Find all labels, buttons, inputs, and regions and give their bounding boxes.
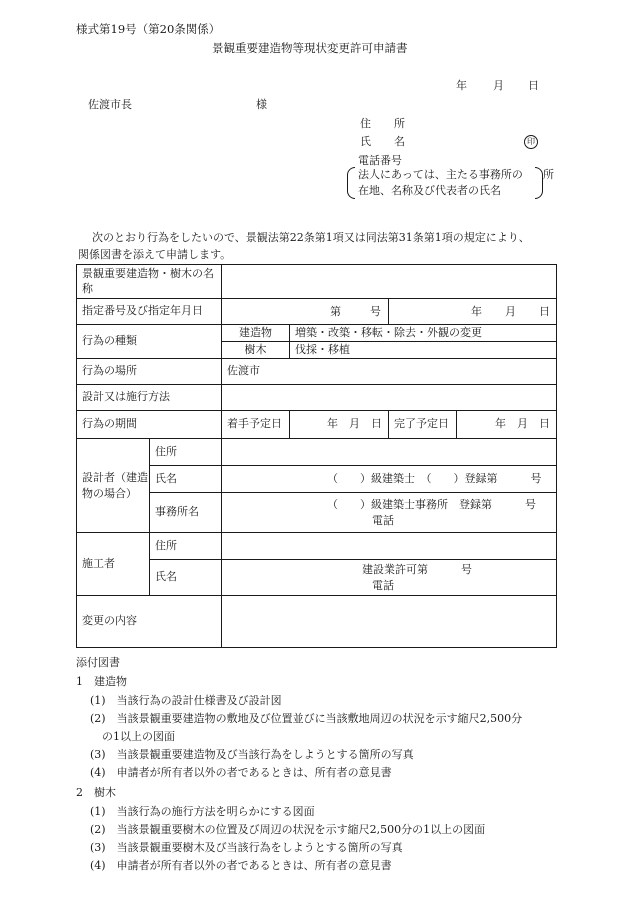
- change-value[interactable]: [222, 596, 557, 648]
- applicant-name-label-a: 氏: [360, 135, 371, 148]
- r5-label: 設計又は施行方法: [77, 385, 222, 411]
- designer-office-label: 事務所名: [150, 493, 222, 533]
- r3-tree: 樹木: [222, 342, 290, 359]
- page-title: 景観重要建造物等現状変更許可申請書: [212, 41, 408, 55]
- r6-end-label: 完了予定日: [389, 411, 457, 439]
- contractor-address-label: 住所: [150, 533, 222, 560]
- attachment-2-2: (2) 当該景観重要樹木の位置及び周辺の状況を示す縮尺2,500分の1以上の図面: [90, 823, 486, 836]
- attachment-1-3: (3) 当該景観重要建造物及び当該行為をしようとする箇所の写真: [90, 748, 414, 761]
- r4-value[interactable]: 佐渡市: [222, 359, 557, 385]
- seal-icon: 印: [524, 135, 538, 149]
- designer-name-label: 氏名: [150, 466, 222, 493]
- r2-date[interactable]: [389, 299, 557, 325]
- row-contractor-address: [77, 533, 557, 560]
- designer-address-label: 住所: [150, 439, 222, 466]
- attachment-1-1: (1) 当該行為の設計仕様書及び設計図: [90, 694, 282, 707]
- contractor-address-value[interactable]: [222, 533, 557, 560]
- attachment-2-3: (3) 当該景観重要樹木及び当該行為をしようとする箇所の写真: [90, 841, 403, 854]
- designer-office-value-cell[interactable]: [222, 493, 557, 533]
- row-period: [77, 411, 557, 439]
- r1-value[interactable]: [222, 265, 557, 299]
- r6-label: 行為の期間: [77, 411, 222, 439]
- r1-label: 景観重要建造物・樹木の名称: [77, 265, 222, 299]
- contractor-label: 施工者: [77, 533, 150, 596]
- r3-tree-acts[interactable]: 伐採・移植: [290, 342, 557, 359]
- r6-end-date[interactable]: 年 月 日: [457, 411, 557, 439]
- applicant-address-label-a: 住: [360, 117, 371, 130]
- r3-label: 行為の種類: [77, 325, 222, 359]
- r2-dai: 第: [330, 304, 341, 318]
- bracket-left: [347, 167, 355, 199]
- change-label: 変更の内容: [77, 596, 222, 648]
- attachment-1-4: (4) 申請者が所有者以外の者であるときは、所有者の意見書: [90, 766, 392, 779]
- r2-month: 月: [505, 304, 516, 318]
- r2-go: 号: [370, 304, 381, 318]
- designer-address-value[interactable]: [222, 439, 557, 466]
- addressee-honorific: 様: [256, 98, 267, 111]
- row-change: [77, 596, 557, 648]
- intro-line1: 次のとおり行為をしたいので、景観法第22条第1項又は同法第31条第1項の規定により、: [92, 231, 530, 244]
- r6-start-label: 着手予定日: [222, 411, 290, 439]
- contractor-name-value-cell[interactable]: [222, 560, 557, 596]
- r2-year: 年: [471, 304, 482, 318]
- r3-building: 建造物: [222, 325, 290, 342]
- attachments-section2: 2 樹木: [76, 786, 116, 799]
- r2-number[interactable]: [222, 299, 389, 325]
- intro-line2: 関係図書を添えて申請します。: [78, 248, 232, 261]
- row-place: [77, 359, 557, 385]
- row-name: [77, 265, 557, 299]
- date-year-label: 年: [456, 79, 467, 92]
- designer-label: 設計者（建造物の場合）: [77, 439, 150, 533]
- addressee-name: 佐渡市長: [88, 98, 132, 111]
- application-table: [76, 264, 557, 648]
- attachment-2-4: (4) 申請者が所有者以外の者であるときは、所有者の意見書: [90, 859, 392, 872]
- corporate-note-line1-end: 所: [543, 168, 554, 181]
- attachment-2-1: (1) 当該行為の施行方法を明らかにする図面: [90, 805, 315, 818]
- r4-label: 行為の場所: [77, 359, 222, 385]
- attachment-1-2-cont: の1以上の図面: [102, 730, 175, 743]
- r3-building-acts[interactable]: 増築・改築・移転・除去・外観の変更: [290, 325, 557, 342]
- row-method: [77, 385, 557, 411]
- row-designation: [77, 299, 557, 325]
- r6-start-date[interactable]: 年 月 日: [290, 411, 389, 439]
- corporate-note-line1: 法人にあっては、主たる事務所の: [358, 168, 523, 181]
- r2-day: 日: [539, 304, 550, 318]
- row-type-building: [77, 325, 557, 342]
- designer-name-value[interactable]: （ ）級建築士 （ ）登録第 号: [222, 466, 557, 493]
- applicant-address-label-b: 所: [394, 117, 405, 130]
- contractor-name-label: 氏名: [150, 560, 222, 596]
- attachments-section1: 1 建造物: [76, 675, 127, 688]
- applicant-phone-label: 電話番号: [358, 154, 402, 167]
- bracket-right: [535, 167, 543, 199]
- attachments-heading: 添付図書: [76, 656, 120, 669]
- corporate-note: [347, 167, 554, 197]
- contractor-phone: 電話: [372, 578, 394, 592]
- row-designer-address: [77, 439, 557, 466]
- attachment-1-2: (2) 当該景観重要建造物の敷地及び位置並びに当該敷地周辺の状況を示す縮尺2,500分: [90, 712, 523, 725]
- form-number: 様式第19号（第20条関係）: [76, 22, 221, 36]
- designer-office-phone: 電話: [372, 513, 394, 527]
- applicant-name-label-b: 名: [394, 135, 405, 148]
- r5-value[interactable]: [222, 385, 557, 411]
- contractor-license: 建設業許可第 号: [362, 562, 472, 576]
- corporate-note-line2: 在地、名称及び代表者の氏名: [358, 184, 501, 197]
- designer-office-value: （ ）級建築士事務所 登録第 号: [327, 497, 536, 511]
- r2-label: 指定番号及び指定年月日: [77, 299, 222, 325]
- date-day-label: 日: [528, 79, 539, 92]
- date-month-label: 月: [493, 79, 504, 92]
